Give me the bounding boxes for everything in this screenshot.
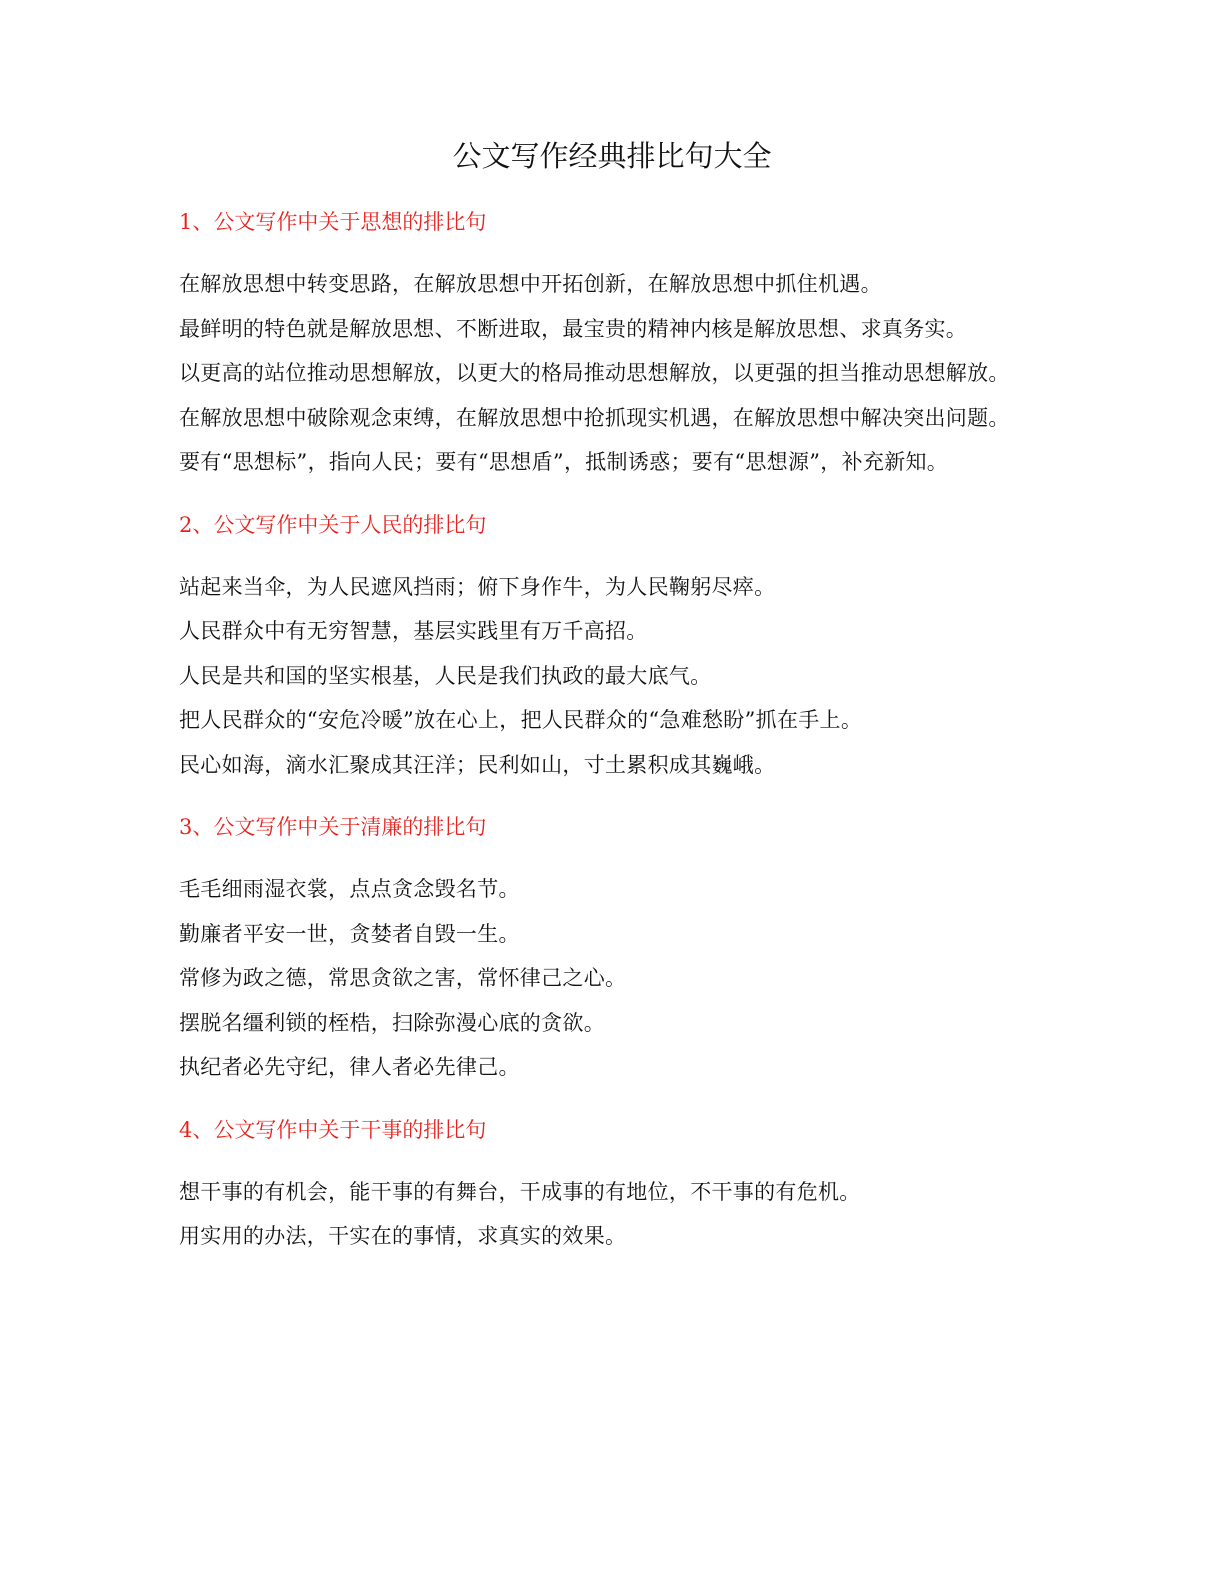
sentence-line: 要有“思想标”，指向人民；要有“思想盾”，抵制诱惑；要有“思想源”，补充新知。 <box>179 450 949 474</box>
page-title: 公文写作经典排比句大全 <box>452 139 772 173</box>
sentence-line: 以更高的站位推动思想解放，以更大的格局推动思想解放，以更强的担当推动思想解放。 <box>179 361 1010 385</box>
sentence-list <box>179 262 1027 485</box>
section-heading: 4、公文写作中关于干事的排比句 <box>179 1117 487 1142</box>
sentence-line: 想干事的有机会，能干事的有舞台，干成事的有地位，不干事的有危机。 <box>179 1179 861 1204</box>
sentence-line: 执纪者必先守纪，律人者必先律己。 <box>179 1055 520 1079</box>
section-work <box>179 1108 1027 1259</box>
section-heading: 3、公文写作中关于清廉的排比句 <box>179 815 487 839</box>
sentence-line: 人民群众中有无穷智慧，基层实践里有万千高招。 <box>179 619 648 643</box>
sentence-line: 站起来当伞，为人民遮风挡雨；俯下身作牛，为人民鞠躬尽瘁。 <box>179 574 776 599</box>
sentence-line: 把人民群众的“安危冷暖”放在心上，把人民群众的“急难愁盼”抓在手上。 <box>179 708 863 732</box>
sentence-list <box>179 867 1027 1090</box>
section-people <box>179 503 1027 788</box>
sentence-line: 最鲜明的特色就是解放思想、不断进取，最宝贵的精神内核是解放思想、求真务实。 <box>179 316 968 341</box>
sentence-line: 摆脱名缰利锁的桎梏，扫除弥漫心底的贪欲。 <box>179 1010 605 1035</box>
section-integrity <box>179 805 1027 1090</box>
sentence-line: 人民是共和国的坚实根基，人民是我们执政的最大底气。 <box>179 663 712 688</box>
sentence-line: 在解放思想中破除观念束缚，在解放思想中抢抓现实机遇，在解放思想中解决突出问题。 <box>179 405 1010 430</box>
sentence-list <box>179 1170 1027 1259</box>
sentence-line: 毛毛细雨湿衣裳，点点贪念毁名节。 <box>179 877 520 901</box>
section-heading: 2、公文写作中关于人民的排比句 <box>179 512 487 537</box>
sentence-line: 勤廉者平安一世，贪婪者自毁一生。 <box>179 921 520 946</box>
sentence-line: 民心如海，滴水汇聚成其汪洋；民利如山，寸土累积成其巍峨。 <box>179 752 776 777</box>
section-heading: 1、公文写作中关于思想的排比句 <box>179 210 487 234</box>
sentence-line: 在解放思想中转变思路，在解放思想中开拓创新，在解放思想中抓住机遇。 <box>179 272 882 296</box>
sentence-line: 常修为政之德，常思贪欲之害，常怀律己之心。 <box>179 966 627 990</box>
sentence-line: 用实用的办法，干实在的事情，求真实的效果。 <box>179 1224 627 1248</box>
sentence-list <box>179 565 1027 788</box>
document-body <box>179 200 1027 1277</box>
section-thought <box>179 200 1027 485</box>
